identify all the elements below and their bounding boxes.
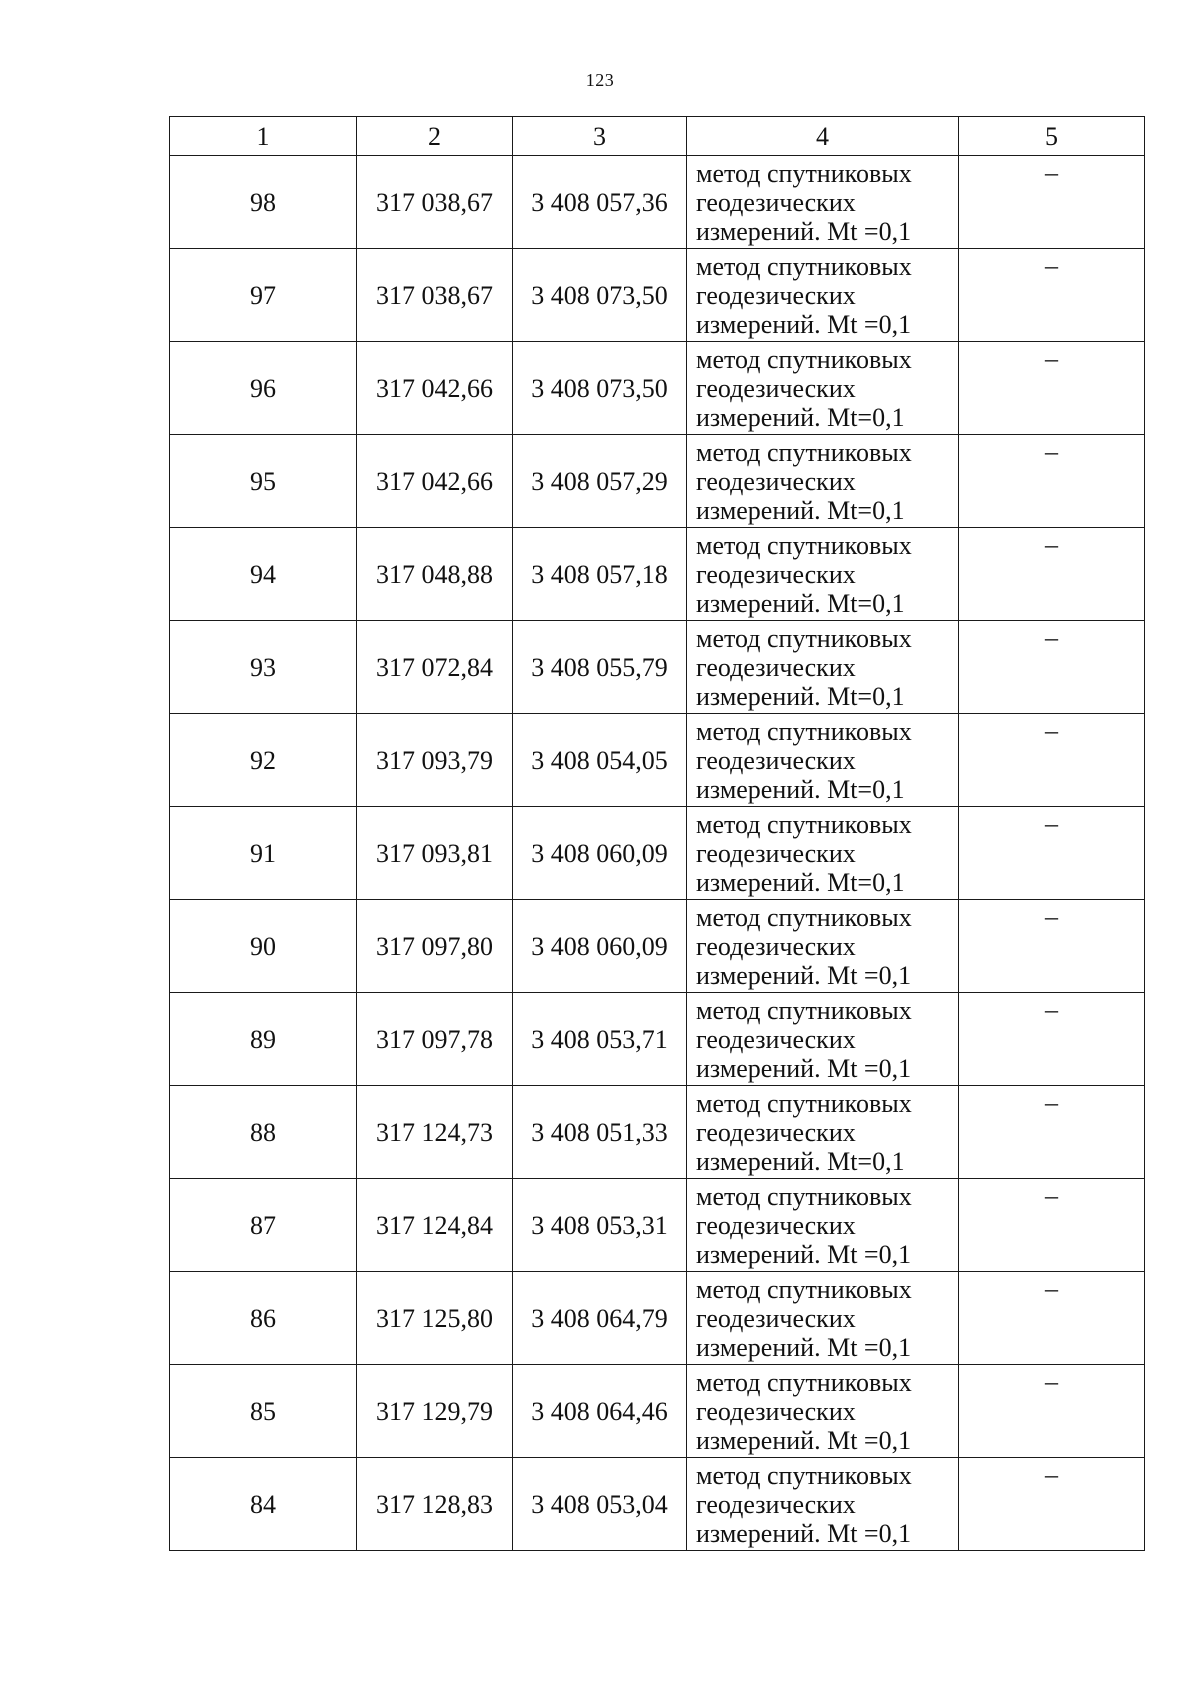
page-number: 123 (585, 70, 615, 90)
x-coordinate-cell: 317 072,84 (357, 621, 513, 714)
method-line: метод спутниковых (696, 158, 912, 188)
y-coordinate-cell: 3 408 055,79 (513, 621, 687, 714)
method-line: измерений. Mt =0,1 (696, 1425, 912, 1455)
table-row (170, 900, 1145, 993)
method-line: измерений. Mt =0,1 (696, 1332, 912, 1362)
point-number-cell: 87 (170, 1179, 357, 1272)
point-number-cell: 88 (170, 1086, 357, 1179)
method-cell (687, 993, 959, 1086)
method-line: метод спутниковых (696, 623, 912, 653)
point-number-cell: 85 (170, 1365, 357, 1458)
point-number-cell: 96 (170, 342, 357, 435)
method-line: измерений. Mt=0,1 (696, 867, 905, 897)
table-row (170, 993, 1145, 1086)
note-cell: – (959, 993, 1145, 1086)
table-row (170, 435, 1145, 528)
method-line: геодезических (696, 838, 856, 868)
y-coordinate-cell: 3 408 064,79 (513, 1272, 687, 1365)
method-line: геодезических (696, 1117, 856, 1147)
method-line: измерений. Mt =0,1 (696, 960, 912, 990)
method-cell (687, 249, 959, 342)
y-coordinate-cell: 3 408 060,09 (513, 900, 687, 993)
y-coordinate-cell: 3 408 053,71 (513, 993, 687, 1086)
method-cell (687, 714, 959, 807)
note-cell: – (959, 807, 1145, 900)
method-cell (687, 1179, 959, 1272)
method-line: геодезических (696, 931, 856, 961)
method-cell (687, 528, 959, 621)
table-row (170, 249, 1145, 342)
column-header-2: 2 (357, 117, 513, 156)
header-row (170, 117, 1145, 156)
point-number-cell: 94 (170, 528, 357, 621)
table-row (170, 1365, 1145, 1458)
table-row (170, 528, 1145, 621)
note-cell: – (959, 1272, 1145, 1365)
method-line: метод спутниковых (696, 716, 912, 746)
coordinates-table (169, 116, 1145, 1551)
method-line: геодезических (696, 280, 856, 310)
method-line: метод спутниковых (696, 344, 912, 374)
method-cell (687, 1365, 959, 1458)
method-line: метод спутниковых (696, 1181, 912, 1211)
table-body (170, 156, 1145, 1551)
y-coordinate-cell: 3 408 073,50 (513, 342, 687, 435)
x-coordinate-cell: 317 038,67 (357, 249, 513, 342)
method-line: геодезических (696, 466, 856, 496)
y-coordinate-cell: 3 408 064,46 (513, 1365, 687, 1458)
y-coordinate-cell: 3 408 057,29 (513, 435, 687, 528)
method-line: геодезических (696, 1024, 856, 1054)
note-cell: – (959, 342, 1145, 435)
note-cell: – (959, 156, 1145, 249)
method-line: метод спутниковых (696, 251, 912, 281)
note-cell: – (959, 435, 1145, 528)
point-number-cell: 98 (170, 156, 357, 249)
method-line: геодезических (696, 1489, 856, 1519)
note-cell: – (959, 900, 1145, 993)
method-line: измерений. Mt=0,1 (696, 774, 905, 804)
x-coordinate-cell: 317 042,66 (357, 435, 513, 528)
x-coordinate-cell: 317 048,88 (357, 528, 513, 621)
note-cell: – (959, 621, 1145, 714)
method-line: метод спутниковых (696, 902, 912, 932)
note-cell: – (959, 714, 1145, 807)
method-line: геодезических (696, 745, 856, 775)
table-row (170, 714, 1145, 807)
column-header-1: 1 (170, 117, 357, 156)
method-line: измерений. Mt=0,1 (696, 681, 905, 711)
table-row (170, 1458, 1145, 1551)
column-header-3: 3 (513, 117, 687, 156)
table-row (170, 156, 1145, 249)
method-cell (687, 807, 959, 900)
point-number-cell: 92 (170, 714, 357, 807)
method-line: метод спутниковых (696, 437, 912, 467)
y-coordinate-cell: 3 408 053,31 (513, 1179, 687, 1272)
method-line: геодезических (696, 373, 856, 403)
method-cell (687, 900, 959, 993)
x-coordinate-cell: 317 129,79 (357, 1365, 513, 1458)
method-cell (687, 342, 959, 435)
method-cell (687, 1086, 959, 1179)
x-coordinate-cell: 317 038,67 (357, 156, 513, 249)
method-cell (687, 1458, 959, 1551)
method-line: измерений. Mt=0,1 (696, 588, 905, 618)
note-cell: – (959, 1458, 1145, 1551)
y-coordinate-cell: 3 408 057,36 (513, 156, 687, 249)
point-number-cell: 90 (170, 900, 357, 993)
method-line: измерений. Mt=0,1 (696, 495, 905, 525)
method-line: метод спутниковых (696, 1460, 912, 1490)
method-line: метод спутниковых (696, 1367, 912, 1397)
y-coordinate-cell: 3 408 054,05 (513, 714, 687, 807)
method-line: измерений. Mt=0,1 (696, 1146, 905, 1176)
point-number-cell: 91 (170, 807, 357, 900)
y-coordinate-cell: 3 408 060,09 (513, 807, 687, 900)
x-coordinate-cell: 317 097,78 (357, 993, 513, 1086)
method-line: измерений. Mt =0,1 (696, 216, 912, 246)
y-coordinate-cell: 3 408 073,50 (513, 249, 687, 342)
method-line: метод спутниковых (696, 1088, 912, 1118)
method-line: геодезических (696, 1396, 856, 1426)
method-line: метод спутниковых (696, 530, 912, 560)
note-cell: – (959, 249, 1145, 342)
method-line: измерений. Mt =0,1 (696, 1518, 912, 1548)
method-line: геодезических (696, 187, 856, 217)
x-coordinate-cell: 317 093,79 (357, 714, 513, 807)
point-number-cell: 95 (170, 435, 357, 528)
point-number-cell: 84 (170, 1458, 357, 1551)
method-cell (687, 156, 959, 249)
point-number-cell: 93 (170, 621, 357, 714)
y-coordinate-cell: 3 408 051,33 (513, 1086, 687, 1179)
x-coordinate-cell: 317 125,80 (357, 1272, 513, 1365)
table-row (170, 807, 1145, 900)
x-coordinate-cell: 317 124,84 (357, 1179, 513, 1272)
table-row (170, 1272, 1145, 1365)
note-cell: – (959, 1365, 1145, 1458)
column-header-4: 4 (687, 117, 959, 156)
point-number-cell: 97 (170, 249, 357, 342)
method-line: метод спутниковых (696, 809, 912, 839)
x-coordinate-cell: 317 042,66 (357, 342, 513, 435)
y-coordinate-cell: 3 408 057,18 (513, 528, 687, 621)
note-cell: – (959, 1086, 1145, 1179)
method-cell (687, 1272, 959, 1365)
point-number-cell: 89 (170, 993, 357, 1086)
method-line: измерений. Mt =0,1 (696, 1239, 912, 1269)
table-row (170, 1086, 1145, 1179)
column-header-5: 5 (959, 117, 1145, 156)
table-row (170, 1179, 1145, 1272)
method-line: измерений. Mt=0,1 (696, 402, 905, 432)
point-number-cell: 86 (170, 1272, 357, 1365)
method-line: геодезических (696, 652, 856, 682)
x-coordinate-cell: 317 128,83 (357, 1458, 513, 1551)
note-cell: – (959, 528, 1145, 621)
method-line: метод спутниковых (696, 995, 912, 1025)
x-coordinate-cell: 317 097,80 (357, 900, 513, 993)
method-line: измерений. Mt =0,1 (696, 1053, 912, 1083)
method-line: геодезических (696, 1303, 856, 1333)
x-coordinate-cell: 317 124,73 (357, 1086, 513, 1179)
method-line: измерений. Mt =0,1 (696, 309, 912, 339)
method-line: геодезических (696, 559, 856, 589)
method-cell (687, 621, 959, 714)
method-cell (687, 435, 959, 528)
table-row (170, 342, 1145, 435)
method-line: метод спутниковых (696, 1274, 912, 1304)
note-cell: – (959, 1179, 1145, 1272)
y-coordinate-cell: 3 408 053,04 (513, 1458, 687, 1551)
table-row (170, 621, 1145, 714)
x-coordinate-cell: 317 093,81 (357, 807, 513, 900)
method-line: геодезических (696, 1210, 856, 1240)
